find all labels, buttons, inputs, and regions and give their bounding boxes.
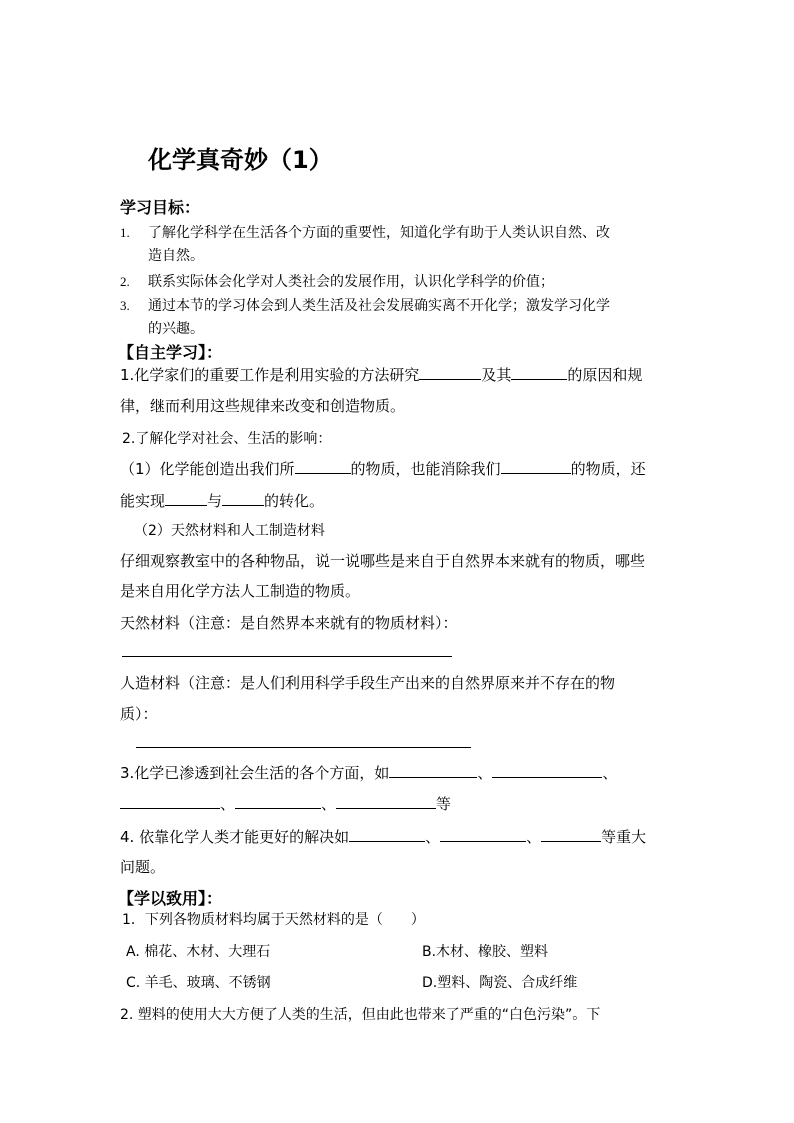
q3-text-end: 等	[436, 795, 452, 813]
q3-separator: 、	[321, 795, 337, 813]
q3-separator: 、	[477, 764, 493, 782]
q3-separator: 、	[602, 764, 618, 782]
answer-blank[interactable]	[419, 365, 481, 380]
objective-number: 2.	[120, 274, 130, 289]
q2-1-text-e: 与	[207, 492, 223, 510]
answer-blank[interactable]	[541, 827, 601, 842]
option-a: A. 棉花、木材、大理石	[126, 944, 271, 960]
observe-line-1: 仔细观察教室中的各种物品，说一说哪些是来自于自然界本来就有的物质，哪些	[120, 552, 646, 570]
answer-blank[interactable]	[295, 459, 351, 474]
objective-1	[120, 222, 610, 242]
apply-q2: 2. 塑料的使用大大方便了人类的生活，但由此也带来了严重的“白色污染”。下	[120, 1007, 601, 1023]
q1-text-a: 1.化学家们的重要工作是利用实验的方法研究	[120, 366, 420, 384]
answer-blank[interactable]	[511, 365, 567, 380]
self-study-q2-1	[120, 458, 646, 479]
q4-separator: 、	[425, 828, 441, 846]
self-study-q1-cont: 律，继而利用这些规律来改变和创造物质。	[120, 397, 406, 415]
answer-line[interactable]	[136, 747, 471, 748]
objective-2	[120, 271, 554, 291]
q2-1-text-d: 能实现	[120, 492, 166, 510]
answer-blank[interactable]	[440, 827, 526, 842]
q2-1-text-c: 的物质，还	[570, 460, 646, 478]
objective-number: 3.	[120, 298, 130, 313]
objective-3-cont: 的兴趣。	[148, 321, 204, 337]
page-title: 化学真奇妙（1）	[148, 146, 333, 174]
objective-text: 通过本节的学习体会到人类生活及社会发展确实离不开化学；激发学习化学	[148, 298, 610, 314]
answer-blank[interactable]	[222, 491, 264, 506]
self-study-q2: 2.了解化学对社会、生活的影响：	[122, 431, 332, 447]
self-study-q2-2: （2）天然材料和人工制造材料	[134, 523, 325, 539]
answer-blank[interactable]	[336, 794, 436, 809]
q3-text-a: 3.化学已渗透到社会生活的各个方面，如	[120, 764, 390, 782]
objective-1-cont: 造自然。	[148, 248, 204, 264]
option-b: B.木材、橡胶、塑料	[422, 944, 549, 960]
self-study-q4-cont: 问题。	[120, 858, 166, 876]
answer-blank[interactable]	[165, 491, 207, 506]
q4-text-b: 等重大	[601, 828, 647, 846]
objective-text: 了解化学科学在生活各个方面的重要性，知道化学有助于人类认识自然、改	[148, 225, 610, 241]
apply-heading: 【学以致用】：	[118, 889, 223, 908]
q2-1-text-a: （1）化学能创造出我们所	[120, 460, 295, 478]
answer-blank[interactable]	[492, 763, 602, 778]
objectives-heading: 学习目标：	[120, 198, 201, 217]
answer-blank[interactable]	[349, 827, 425, 842]
q1-text-c: 的原因和规	[567, 366, 643, 384]
answer-line[interactable]	[122, 656, 452, 657]
q4-separator: 、	[526, 828, 542, 846]
q2-1-text-b: 的物质，也能消除我们	[350, 460, 501, 478]
answer-blank[interactable]	[235, 794, 321, 809]
answer-blank[interactable]	[501, 459, 571, 474]
q2-1-text-f: 的转化。	[264, 492, 325, 510]
artificial-materials-label-2: 质）：	[120, 705, 158, 723]
self-study-q3-cont	[120, 793, 451, 814]
self-study-q3	[120, 762, 617, 783]
self-study-q4	[120, 826, 646, 847]
option-d: D.塑料、陶瓷、合成纤维	[422, 975, 578, 991]
artificial-materials-label-1: 人造材料（注意：是人们利用科学手段生产出来的自然界原来并不存在的物	[120, 674, 616, 692]
self-study-q1	[120, 364, 642, 385]
self-study-q2-1-cont	[120, 490, 324, 511]
q1-text-b: 及其	[481, 366, 512, 384]
objective-text: 联系实际体会化学对人类社会的发展作用，认识化学科学的价值；	[148, 274, 554, 290]
natural-materials-label: 天然材料（注意：是自然界本来就有的物质材料）：	[120, 614, 458, 632]
self-study-heading: 【自主学习】：	[118, 343, 223, 362]
objective-3	[120, 295, 610, 315]
objective-number: 1.	[120, 225, 130, 240]
answer-blank[interactable]	[120, 794, 220, 809]
observe-line-2: 是来自用化学方法人工制造的物质。	[120, 582, 361, 600]
apply-q1: 1．下列各物质材料均属于天然材料的是（ ）	[122, 912, 425, 928]
q3-separator: 、	[220, 795, 236, 813]
option-c: C. 羊毛、玻璃、不锈钢	[126, 975, 271, 991]
q4-text-a: 4. 依靠化学人类才能更好的解决如	[120, 828, 350, 846]
answer-blank[interactable]	[389, 763, 477, 778]
